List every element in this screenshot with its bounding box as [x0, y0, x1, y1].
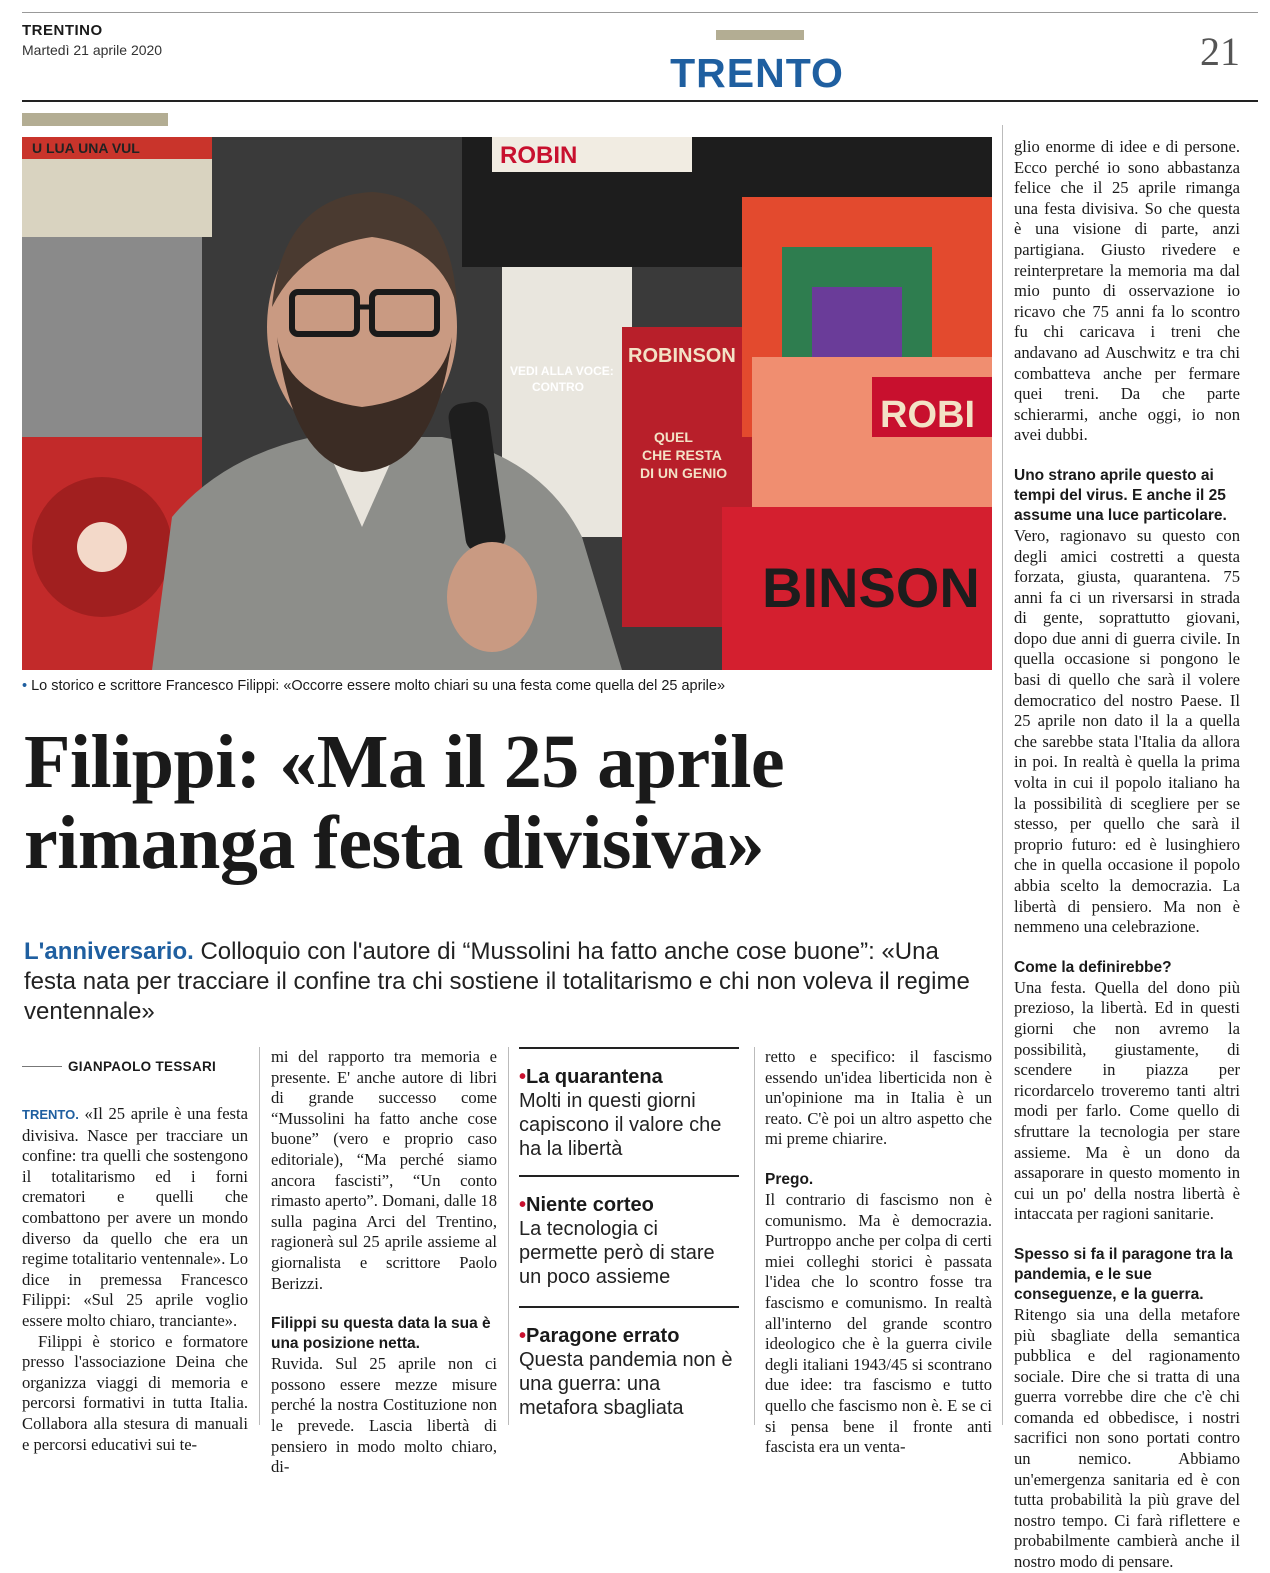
- svg-text:BINSON: BINSON: [762, 556, 980, 619]
- article-column-2: [271, 1047, 497, 1478]
- article-paragraph: [22, 1104, 248, 1332]
- section-title: TRENTO: [670, 50, 844, 96]
- caption-bullet: •: [22, 678, 28, 694]
- sidebar-text: Molti in questi giorni capiscono il valore che ha la libertà: [519, 1090, 722, 1160]
- section-bar: [716, 30, 804, 40]
- article-paragraph: Il contrario di fascismo non è comunismo. Ma è democrazia. Purtroppo anche per colpa di certi miei colleghi storici è passata l'idea che lo scontro fosse tra fascismo e comunismo. In realtà all'interno del grande scontro ideologico che è la guerra civile degli italiani 1943/45 si scontrano due idee: tra fascismo e tutto quello che fascismo non è. E se ci si pensa bene il fronte anti fascista era un venta-: [765, 1189, 992, 1457]
- sidebar-text: La tecnologia ci permette però di stare un poco assieme: [519, 1218, 715, 1288]
- sidebar-title-text: La quarantena: [526, 1066, 663, 1088]
- column-divider: [754, 1047, 755, 1425]
- svg-text:CHE RESTA: CHE RESTA: [642, 447, 722, 463]
- bullet-icon: •: [519, 1325, 527, 1347]
- column-divider: [259, 1047, 260, 1425]
- decorative-bar: [22, 113, 168, 126]
- bullet-icon: •: [519, 1194, 527, 1216]
- interview-question: Spesso si fa il paragone tra la pandemia, e le sue conseguenze, e la guerra.: [1014, 1245, 1233, 1303]
- sidebar-rule: [519, 1306, 739, 1308]
- sidebar-box-1: [519, 1047, 739, 1161]
- column-divider: [508, 1047, 509, 1425]
- dateline: TRENTO.: [22, 1107, 79, 1122]
- svg-text:VEDI ALLA VOCE:: VEDI ALLA VOCE:: [510, 364, 614, 378]
- article-column-5: [1014, 137, 1240, 1573]
- interview-question: Filippi su questa data la sua è una posizione netta.: [271, 1315, 491, 1353]
- article-photo: [22, 137, 992, 670]
- article-paragraph: glio enorme di idee e di persone. Ecco perché io sono abbastanza felice che il 25 aprile rimanga una festa divisiva. So che questa è una visione di parte, anzi partigiana. Giusto rivedere e reinterpretare la memoria ma dal mio punto di osservazione io ricavo che 75 anni fa lo scontro fu chi caricava i treni che andavano ad Auschwitz e tra chi combatteva anche per fermare quei treni. Da che parte schierarmi, anche oggi, io non avei dubbi.: [1014, 137, 1240, 445]
- article-column-1: [22, 1104, 248, 1455]
- sidebar-text: Questa pandemia non è una guerra: una metafora sbagliata: [519, 1349, 733, 1419]
- sidebar-title: [519, 1324, 739, 1348]
- kicker: [24, 937, 994, 1027]
- kicker-label: L'anniversario.: [24, 938, 194, 965]
- sidebar-rule: [519, 1047, 739, 1049]
- headline-line-1: Filippi: «Ma il 25 aprile: [24, 720, 785, 804]
- sidebar-title-text: Paragone errato: [526, 1325, 680, 1347]
- poster-text-top: ROBIN: [500, 142, 578, 169]
- issue-date: Martedì 21 aprile 2020: [22, 42, 163, 58]
- headline: [24, 722, 1004, 884]
- poster-robinson-1: ROBINSON: [628, 345, 736, 367]
- article-paragraph: Filippi è storico e formatore presso l'associazione Deina che organizza viaggi di memoria e percorsi formativi in tutta Italia. Collabora alla stesura di manuali e percorsi educativi sui te-: [22, 1331, 248, 1454]
- svg-text:U LUA UNA VUL: U LUA UNA VUL: [32, 140, 140, 156]
- interview-question: Prego.: [765, 1170, 814, 1188]
- article-paragraph: Ruvida. Sul 25 aprile non ci possono essere mezze misure perché la nostra Costituzione non le prevede. Lascia libertà di pensiero in modo molto chiaro, di-: [271, 1354, 497, 1477]
- sidebar-title: [519, 1193, 739, 1217]
- article-paragraph: retto e specifico: il fascismo essendo un'idea liberticida non è un'opinione ma in Italia è un reato. C'è poi un altro aspetto che mi preme chiarire.: [765, 1047, 992, 1149]
- photo-caption: [22, 678, 992, 694]
- caption-text: Lo storico e scrittore Francesco Filippi: «Occorre essere molto chiari su una festa come quella del 25 aprile»: [31, 678, 726, 694]
- article-paragraph: Ritengo sia una della metafore più sbagliate della semantica pubblica e del ragionamento sociale. Dire che si tratta di una guerra vorrebbe dire che c'è chi comanda ed obbedisce, i nostri sacrifici non sono portati contro un nemico. Abbiamo un'emergenza sanitaria ed è con tutta probabilità la più grave del nostro tempo. Ci farà riflettere e probabilmente cambierà anche il nostro modo di pensare.: [1014, 1304, 1240, 1572]
- header-rule: [22, 100, 1258, 102]
- column-divider: [1002, 125, 1003, 1425]
- article-paragraph: Vero, ragionavo su questo con degli amici costretti a questa forzata, giusta, quarantena. 75 anni fa ci un riversarsi in strada di gente, soprattutto giovani, dopo due anni di guerra civile. In quella occasione si pongono le basi di quello che sarà il volere democratico del nostro Paese. Il 25 aprile non dato il la a quella che sarebbe stata l'Italia da allora in poi. In realtà è quella la prima volta in cui il popolo italiano ha la possibilità di scegliere per se stesso, per quello che sarà il proprio futuro: ed è lusinghiero che in quella occasione il popolo abbia scelto la democrazia. La libertà di pensiero. Ma non è nemmeno una celebrazione.: [1014, 525, 1240, 937]
- author-byline: GIANPAOLO TESSARI: [68, 1059, 217, 1074]
- headline-line-2: rimanga festa divisiva»: [24, 801, 765, 885]
- paragraph-text: «Il 25 aprile è una festa divisiva. Nasce per tracciare un confine: tra quelli che sostengono il totalitarismo ed i forni crematori e quelli che combattono per avere un mondo diverso da quello che era un regime totalitario ventennale». Lo dice in premessa Francesco Filippi: «Sul 25 aprile voglio essere molto chiaro, tranciante».: [22, 1104, 248, 1330]
- sidebar-title-text: Niente corteo: [526, 1194, 654, 1216]
- page-number: 21: [1200, 29, 1240, 74]
- sidebar-box-2: [519, 1175, 739, 1289]
- article-paragraph: mi del rapporto tra memoria e presente. E' anche autore di libri di grande successo come “Mussolini ha fatto anche cose buone” (vero e proprio caso editoriale), “Ma perché siamo ancora fascisti”, “Un conto rimasto aperto”. Domani, dalle 18 sulla pagina Arci del Trentino, ragionerà sul 25 aprile assieme al giornalista e scrittore Paolo Berizzi.: [271, 1047, 497, 1293]
- svg-text:DI UN GENIO: DI UN GENIO: [640, 465, 728, 481]
- article-column-4: [765, 1047, 992, 1458]
- kicker-text: Colloquio con l'autore di “Mussolini ha fatto anche cose buone”: «Una festa nata per tracciare il confine tra chi sostiene il totalitarismo e chi non voleva il regime ventennale»: [24, 938, 970, 1025]
- publication-name: TRENTINO: [22, 22, 103, 39]
- sidebar-title: [519, 1065, 739, 1089]
- svg-text:ROBI: ROBI: [880, 394, 975, 436]
- bullet-icon: •: [519, 1066, 527, 1088]
- interview-question: Uno strano aprile questo ai tempi del virus. E anche il 25 assume una luce particolare.: [1014, 466, 1227, 524]
- top-rule: [22, 12, 1258, 13]
- sidebar-box-3: [519, 1306, 739, 1420]
- author-rule: [22, 1066, 62, 1067]
- sidebar-rule: [519, 1175, 739, 1177]
- svg-text:CONTRO: CONTRO: [532, 380, 584, 394]
- svg-text:QUEL: QUEL: [654, 429, 693, 445]
- interview-question: Come la definirebbe?: [1014, 958, 1172, 976]
- article-paragraph: Una festa. Quella del dono più prezioso, la libertà. Ed in questi giorni che non avremo la possibilità, giustamente, di scendere in piazza per ricordarcelo troveremo tanti altri modi per farlo. Come quello di sfruttare la tecnologia per stare assieme. Ma è un dono da assaporare in questo momento in cui un po' della nostra libertà è intaccata per ragioni sanitarie.: [1014, 977, 1240, 1224]
